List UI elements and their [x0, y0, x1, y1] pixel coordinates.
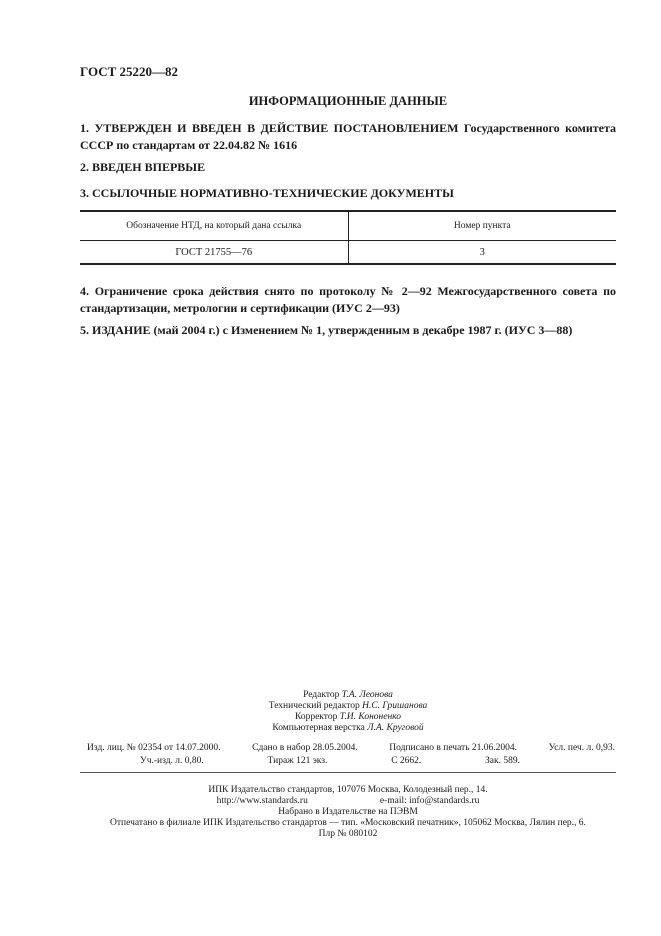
publication-row-2	[140, 756, 520, 766]
email-link[interactable]: e-mail: info@standards.ru	[379, 796, 480, 806]
table-row	[80, 241, 616, 265]
credit-person: Т.И. Кононенко	[339, 712, 402, 722]
divider	[80, 772, 616, 773]
table-cell-document: ГОСТ 21755—76	[80, 241, 348, 265]
credit-line	[80, 712, 616, 723]
print-sheets: Усл. печ. л. 0,93.	[548, 743, 615, 753]
section-title: ИНФОРМАЦИОННЫЕ ДАННЫЕ	[248, 94, 448, 108]
item-number: 3.	[80, 186, 89, 200]
signed-date: Подписано в печать 21.06.2004.	[389, 743, 518, 753]
contact-row	[80, 796, 616, 807]
publisher-address: ИПК Издательство стандартов, 107076 Москва, Колодезный пер., 14.	[208, 785, 488, 795]
reference-table	[80, 210, 616, 265]
typeset-date: Сдано в набор 28.05.2004.	[252, 743, 358, 753]
info-item-3	[80, 185, 616, 202]
item-number: 2.	[80, 160, 89, 174]
item-text: ИЗДАНИЕ (май 2004 г.) с Изменением № 1, утвержденным в декабре 1987 г. (ИУС 3—88)	[92, 323, 573, 337]
credits-block	[80, 690, 616, 734]
table-header-document: Обозначение НТД, на который дана ссылка	[80, 211, 348, 241]
table-header-clause: Номер пункта	[348, 211, 616, 241]
credit-person: Т.А. Леонова	[341, 690, 393, 700]
info-item-1	[80, 120, 616, 154]
info-item-5	[80, 322, 616, 339]
item-text: ССЫЛОЧНЫЕ НОРМАТИВНО-ТЕХНИЧЕСКИЕ ДОКУМЕНТЫ	[92, 186, 454, 200]
publishing-sheets: Уч.-изд. л. 0,80.	[140, 756, 204, 766]
item-text: ВВЕДЕН ВПЕРВЫЕ	[92, 160, 206, 174]
credit-person: Н.С. Гришанова	[362, 701, 428, 711]
publication-row-1	[87, 743, 615, 753]
item-number: 4.	[80, 284, 89, 298]
plr-number: Плр № 080102	[318, 829, 378, 839]
credit-role: Технический редактор	[268, 701, 360, 711]
credit-role: Корректор	[294, 712, 338, 722]
credit-line	[80, 723, 616, 734]
info-item-2	[80, 159, 616, 176]
credit-line	[80, 701, 616, 712]
credit-role: Редактор	[303, 690, 340, 700]
printed-note: Отпечатано в филиале ИПК Издательство стандартов — тип. «Московский печатник», 105062 Москва, Лялин пер., 6.	[110, 818, 586, 828]
license-info: Изд. лиц. № 02354 от 14.07.2000.	[87, 743, 221, 753]
print-run: Тираж 121 экз.	[267, 756, 328, 766]
item-text: УТВЕРЖДЕН И ВВЕДЕН В ДЕЙСТВИЕ ПОСТАНОВЛЕНИЕМ Государственного комитета СССР по стандартам от 22.04.82 № 1616	[80, 121, 616, 152]
standard-code: ГОСТ 25220—82	[80, 64, 179, 79]
credit-role: Компьютерная верстка	[272, 723, 365, 733]
item-number: 1.	[80, 121, 89, 135]
credit-line	[80, 690, 616, 701]
table-cell-clause: 3	[348, 241, 616, 265]
printing-info	[80, 785, 616, 840]
info-item-4	[80, 283, 616, 317]
typeset-note: Набрано в Издательстве на ПЭВМ	[278, 807, 418, 817]
order-number: Зак. 589.	[485, 756, 520, 766]
credit-person: Л.А. Круговой	[367, 723, 424, 733]
item-number: 5.	[80, 323, 89, 337]
catalog-code: С 2662.	[391, 756, 422, 766]
table-header-row	[80, 211, 616, 241]
website-link[interactable]: http://www.standards.ru	[216, 796, 308, 806]
item-text: Ограничение срока действия снято по протоколу № 2—92 Межгосударственного совета по стандартизации, метрологии и сертификации (ИУС 2—93)	[80, 284, 617, 315]
